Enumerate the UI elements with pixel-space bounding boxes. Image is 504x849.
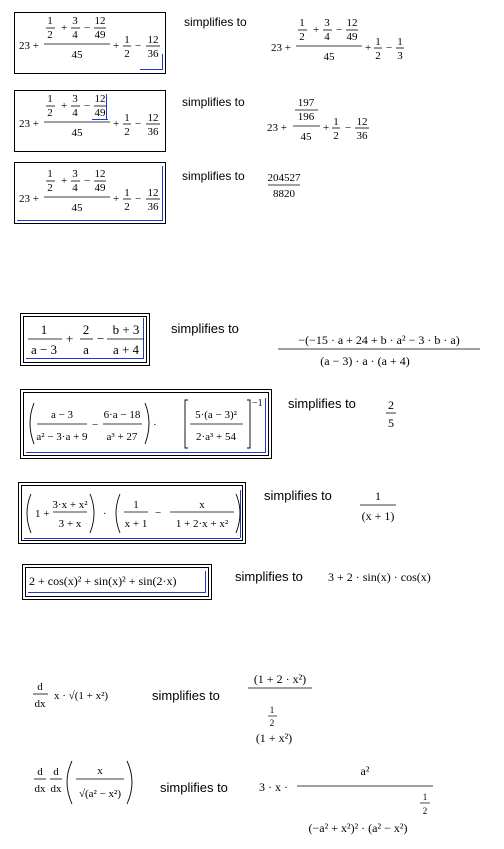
svg-text:1: 1 <box>269 705 275 715</box>
svg-text:d: d <box>37 681 43 693</box>
svg-text:49: 49 <box>94 107 106 119</box>
svg-text:(−a² + x²)² · (a² − x²): (−a² + x²)² · (a² − x²) <box>308 821 408 835</box>
svg-text:−1: −1 <box>252 398 263 409</box>
svg-text:197: 197 <box>297 97 315 109</box>
svg-text:3 · x ·: 3 · x · <box>259 780 288 794</box>
svg-text:−: − <box>97 331 105 346</box>
simplifies-to-label-4: simplifies to <box>171 321 239 336</box>
svg-text:·: · <box>103 508 107 520</box>
svg-text:4: 4 <box>72 29 78 41</box>
svg-text:a − 3: a − 3 <box>50 409 74 421</box>
svg-text:1 +: 1 + <box>35 508 50 520</box>
svg-text:1: 1 <box>299 17 305 29</box>
svg-text:36: 36 <box>147 48 159 60</box>
svg-text:45: 45 <box>323 51 335 63</box>
svg-text:4: 4 <box>72 107 78 119</box>
svg-text:1: 1 <box>47 15 53 27</box>
svg-text:a³ + 27: a³ + 27 <box>106 431 138 443</box>
svg-text:x: x <box>97 765 103 777</box>
svg-text:+: + <box>61 100 68 112</box>
svg-text:204527: 204527 <box>267 172 301 184</box>
svg-text:+: + <box>113 118 120 130</box>
simplifies-to-label-9: simplifies to <box>160 780 228 795</box>
svg-text:12: 12 <box>94 15 106 27</box>
svg-text:dx: dx <box>34 698 46 710</box>
svg-text:1: 1 <box>422 792 428 802</box>
svg-text:12: 12 <box>147 34 159 46</box>
svg-text:1: 1 <box>47 93 53 105</box>
svg-text:5·(a − 3)²: 5·(a − 3)² <box>195 409 237 421</box>
svg-text:(x + 1): (x + 1) <box>361 509 395 523</box>
svg-text:−: − <box>336 24 343 36</box>
svg-text:36: 36 <box>356 130 368 142</box>
svg-text:+: + <box>313 24 320 36</box>
svg-text:−: − <box>84 175 91 187</box>
svg-text:2: 2 <box>47 107 53 119</box>
svg-text:1: 1 <box>124 112 130 124</box>
svg-text:1: 1 <box>40 322 48 337</box>
svg-text:√(a² − x²): √(a² − x²) <box>78 788 122 800</box>
svg-text:−: − <box>92 419 99 431</box>
svg-text:4: 4 <box>324 31 330 43</box>
svg-text:x + 1: x + 1 <box>124 518 148 530</box>
svg-text:dx: dx <box>50 783 62 795</box>
svg-text:1 + 2·x + x²: 1 + 2·x + x² <box>175 518 229 530</box>
svg-text:+: + <box>66 331 74 346</box>
svg-text:a + 4: a + 4 <box>112 342 140 357</box>
svg-text:−: − <box>386 42 393 54</box>
svg-text:6·a − 18: 6·a − 18 <box>103 409 141 421</box>
svg-text:196: 196 <box>297 111 315 123</box>
svg-text:3 + x: 3 + x <box>58 518 82 530</box>
svg-text:b + 3: b + 3 <box>112 322 140 337</box>
svg-text:1: 1 <box>124 187 130 199</box>
svg-text:+: + <box>61 175 68 187</box>
svg-text:3: 3 <box>397 50 403 62</box>
simplifies-to-label-3: simplifies to <box>182 169 245 183</box>
svg-text:23 +: 23 + <box>19 118 39 130</box>
svg-text:+: + <box>61 22 68 34</box>
simplifies-to-label-6: simplifies to <box>264 488 332 503</box>
svg-text:(a − 3) · a · (a + 4): (a − 3) · a · (a + 4) <box>320 354 410 368</box>
svg-text:−: − <box>84 22 91 34</box>
svg-text:12: 12 <box>94 168 106 180</box>
svg-text:2: 2 <box>299 31 305 43</box>
svg-text:a² − 3·a + 9: a² − 3·a + 9 <box>36 431 88 443</box>
svg-text:36: 36 <box>147 126 159 138</box>
simplifies-to-label-1: simplifies to <box>184 15 247 29</box>
svg-text:1: 1 <box>124 34 130 46</box>
svg-text:12: 12 <box>356 116 368 128</box>
svg-text:12: 12 <box>94 93 106 105</box>
svg-text:49: 49 <box>346 31 358 43</box>
svg-text:(1 + x²): (1 + x²) <box>255 731 293 745</box>
svg-text:dx: dx <box>34 783 46 795</box>
svg-text:23 +: 23 + <box>19 193 39 205</box>
svg-text:2: 2 <box>82 322 90 337</box>
svg-text:−: − <box>135 193 142 205</box>
svg-text:49: 49 <box>94 29 106 41</box>
svg-text:2: 2 <box>422 806 428 816</box>
simplifies-to-label-5: simplifies to <box>288 396 356 411</box>
svg-text:45: 45 <box>300 131 312 143</box>
svg-text:x: x <box>199 499 205 511</box>
expression-7: 2 + cos(x)² + sin(x)² + sin(2·x) <box>29 574 177 588</box>
svg-text:−: − <box>345 122 352 134</box>
svg-text:2: 2 <box>388 398 394 412</box>
result-7: 3 + 2 · sin(x) · cos(x) <box>328 570 431 584</box>
svg-text:49: 49 <box>94 182 106 194</box>
svg-text:2: 2 <box>124 126 130 138</box>
svg-text:23 +: 23 + <box>19 40 39 52</box>
svg-text:5: 5 <box>388 416 394 430</box>
svg-text:−: − <box>155 507 162 519</box>
svg-text:12: 12 <box>346 17 358 29</box>
simplifies-to-label-7: simplifies to <box>235 569 303 584</box>
svg-text:−(−15 · a + 24 + b · a² − 3 ·: −(−15 · a + 24 + b · a² − 3 · b · a) <box>298 333 460 347</box>
svg-text:2: 2 <box>47 29 53 41</box>
svg-text:45: 45 <box>71 127 83 139</box>
svg-text:1: 1 <box>47 168 53 180</box>
svg-text:3: 3 <box>72 93 78 105</box>
svg-text:4: 4 <box>72 182 78 194</box>
svg-text:45: 45 <box>71 49 83 61</box>
svg-text:2: 2 <box>375 50 381 62</box>
svg-text:+: + <box>113 40 120 52</box>
svg-text:8820: 8820 <box>273 188 295 200</box>
svg-text:+: + <box>323 122 330 134</box>
svg-text:a: a <box>83 342 89 357</box>
svg-text:12: 12 <box>147 112 159 124</box>
svg-text:d: d <box>53 766 59 778</box>
svg-text:2: 2 <box>333 130 339 142</box>
simplifies-to-label-2: simplifies to <box>182 95 245 109</box>
svg-text:2: 2 <box>47 182 53 194</box>
svg-text:2: 2 <box>124 48 130 60</box>
svg-text:2: 2 <box>124 201 130 213</box>
svg-text:3: 3 <box>72 168 78 180</box>
svg-text:1: 1 <box>397 36 403 48</box>
svg-text:1: 1 <box>133 499 139 511</box>
svg-text:1: 1 <box>375 36 381 48</box>
svg-text:a − 3: a − 3 <box>30 342 58 357</box>
svg-text:1: 1 <box>333 116 339 128</box>
svg-text:+: + <box>113 193 120 205</box>
svg-text:−: − <box>84 100 91 112</box>
svg-text:−: − <box>135 40 142 52</box>
svg-text:3·x + x²: 3·x + x² <box>52 499 88 511</box>
svg-text:a²: a² <box>360 764 370 778</box>
svg-text:1: 1 <box>375 489 381 503</box>
simplifies-to-label-8: simplifies to <box>152 688 220 703</box>
svg-text:+: + <box>365 42 372 54</box>
svg-text:2: 2 <box>269 718 275 728</box>
svg-text:2·a³ + 54: 2·a³ + 54 <box>195 431 237 443</box>
svg-text:·: · <box>153 419 157 431</box>
svg-text:12: 12 <box>147 187 159 199</box>
svg-text:3: 3 <box>72 15 78 27</box>
svg-text:3: 3 <box>324 17 330 29</box>
svg-text:x · √(1 + x²): x · √(1 + x²) <box>54 690 109 702</box>
svg-text:d: d <box>37 766 43 778</box>
svg-text:23 +: 23 + <box>267 122 287 134</box>
svg-text:36: 36 <box>147 201 159 213</box>
svg-text:45: 45 <box>71 202 83 214</box>
svg-text:−: − <box>135 118 142 130</box>
svg-text:23 +: 23 + <box>271 42 291 54</box>
svg-text:(1 + 2 · x²): (1 + 2 · x²) <box>253 672 307 686</box>
